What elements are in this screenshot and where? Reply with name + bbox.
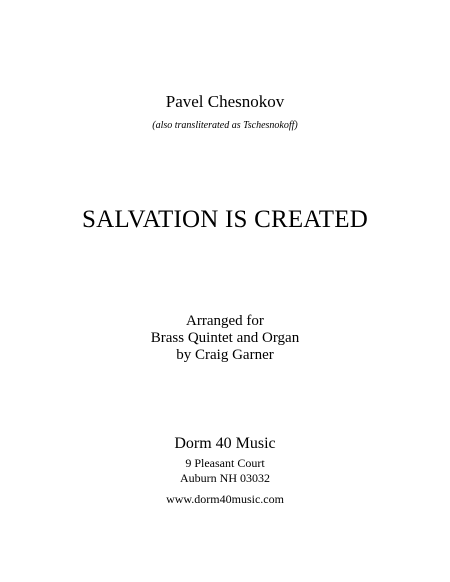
- publisher-address-line-2: Auburn NH 03032: [180, 471, 270, 485]
- publisher-website: www.dorm40music.com: [166, 492, 284, 506]
- arrangement-line-3: by Craig Garner: [176, 347, 274, 363]
- arrangement-line-2: Brass Quintet and Organ: [150, 330, 300, 346]
- composer-name: Pavel Chesnokov: [165, 92, 285, 111]
- arrangement-line-1: Arranged for: [186, 313, 264, 329]
- publisher-address-line-1: 9 Pleasant Court: [185, 456, 265, 470]
- transliteration-note: (also transliterated as Tschesnokoff): [152, 120, 298, 131]
- page-title: SALVATION IS CREATED: [82, 206, 368, 233]
- publisher-name: Dorm 40 Music: [174, 435, 276, 452]
